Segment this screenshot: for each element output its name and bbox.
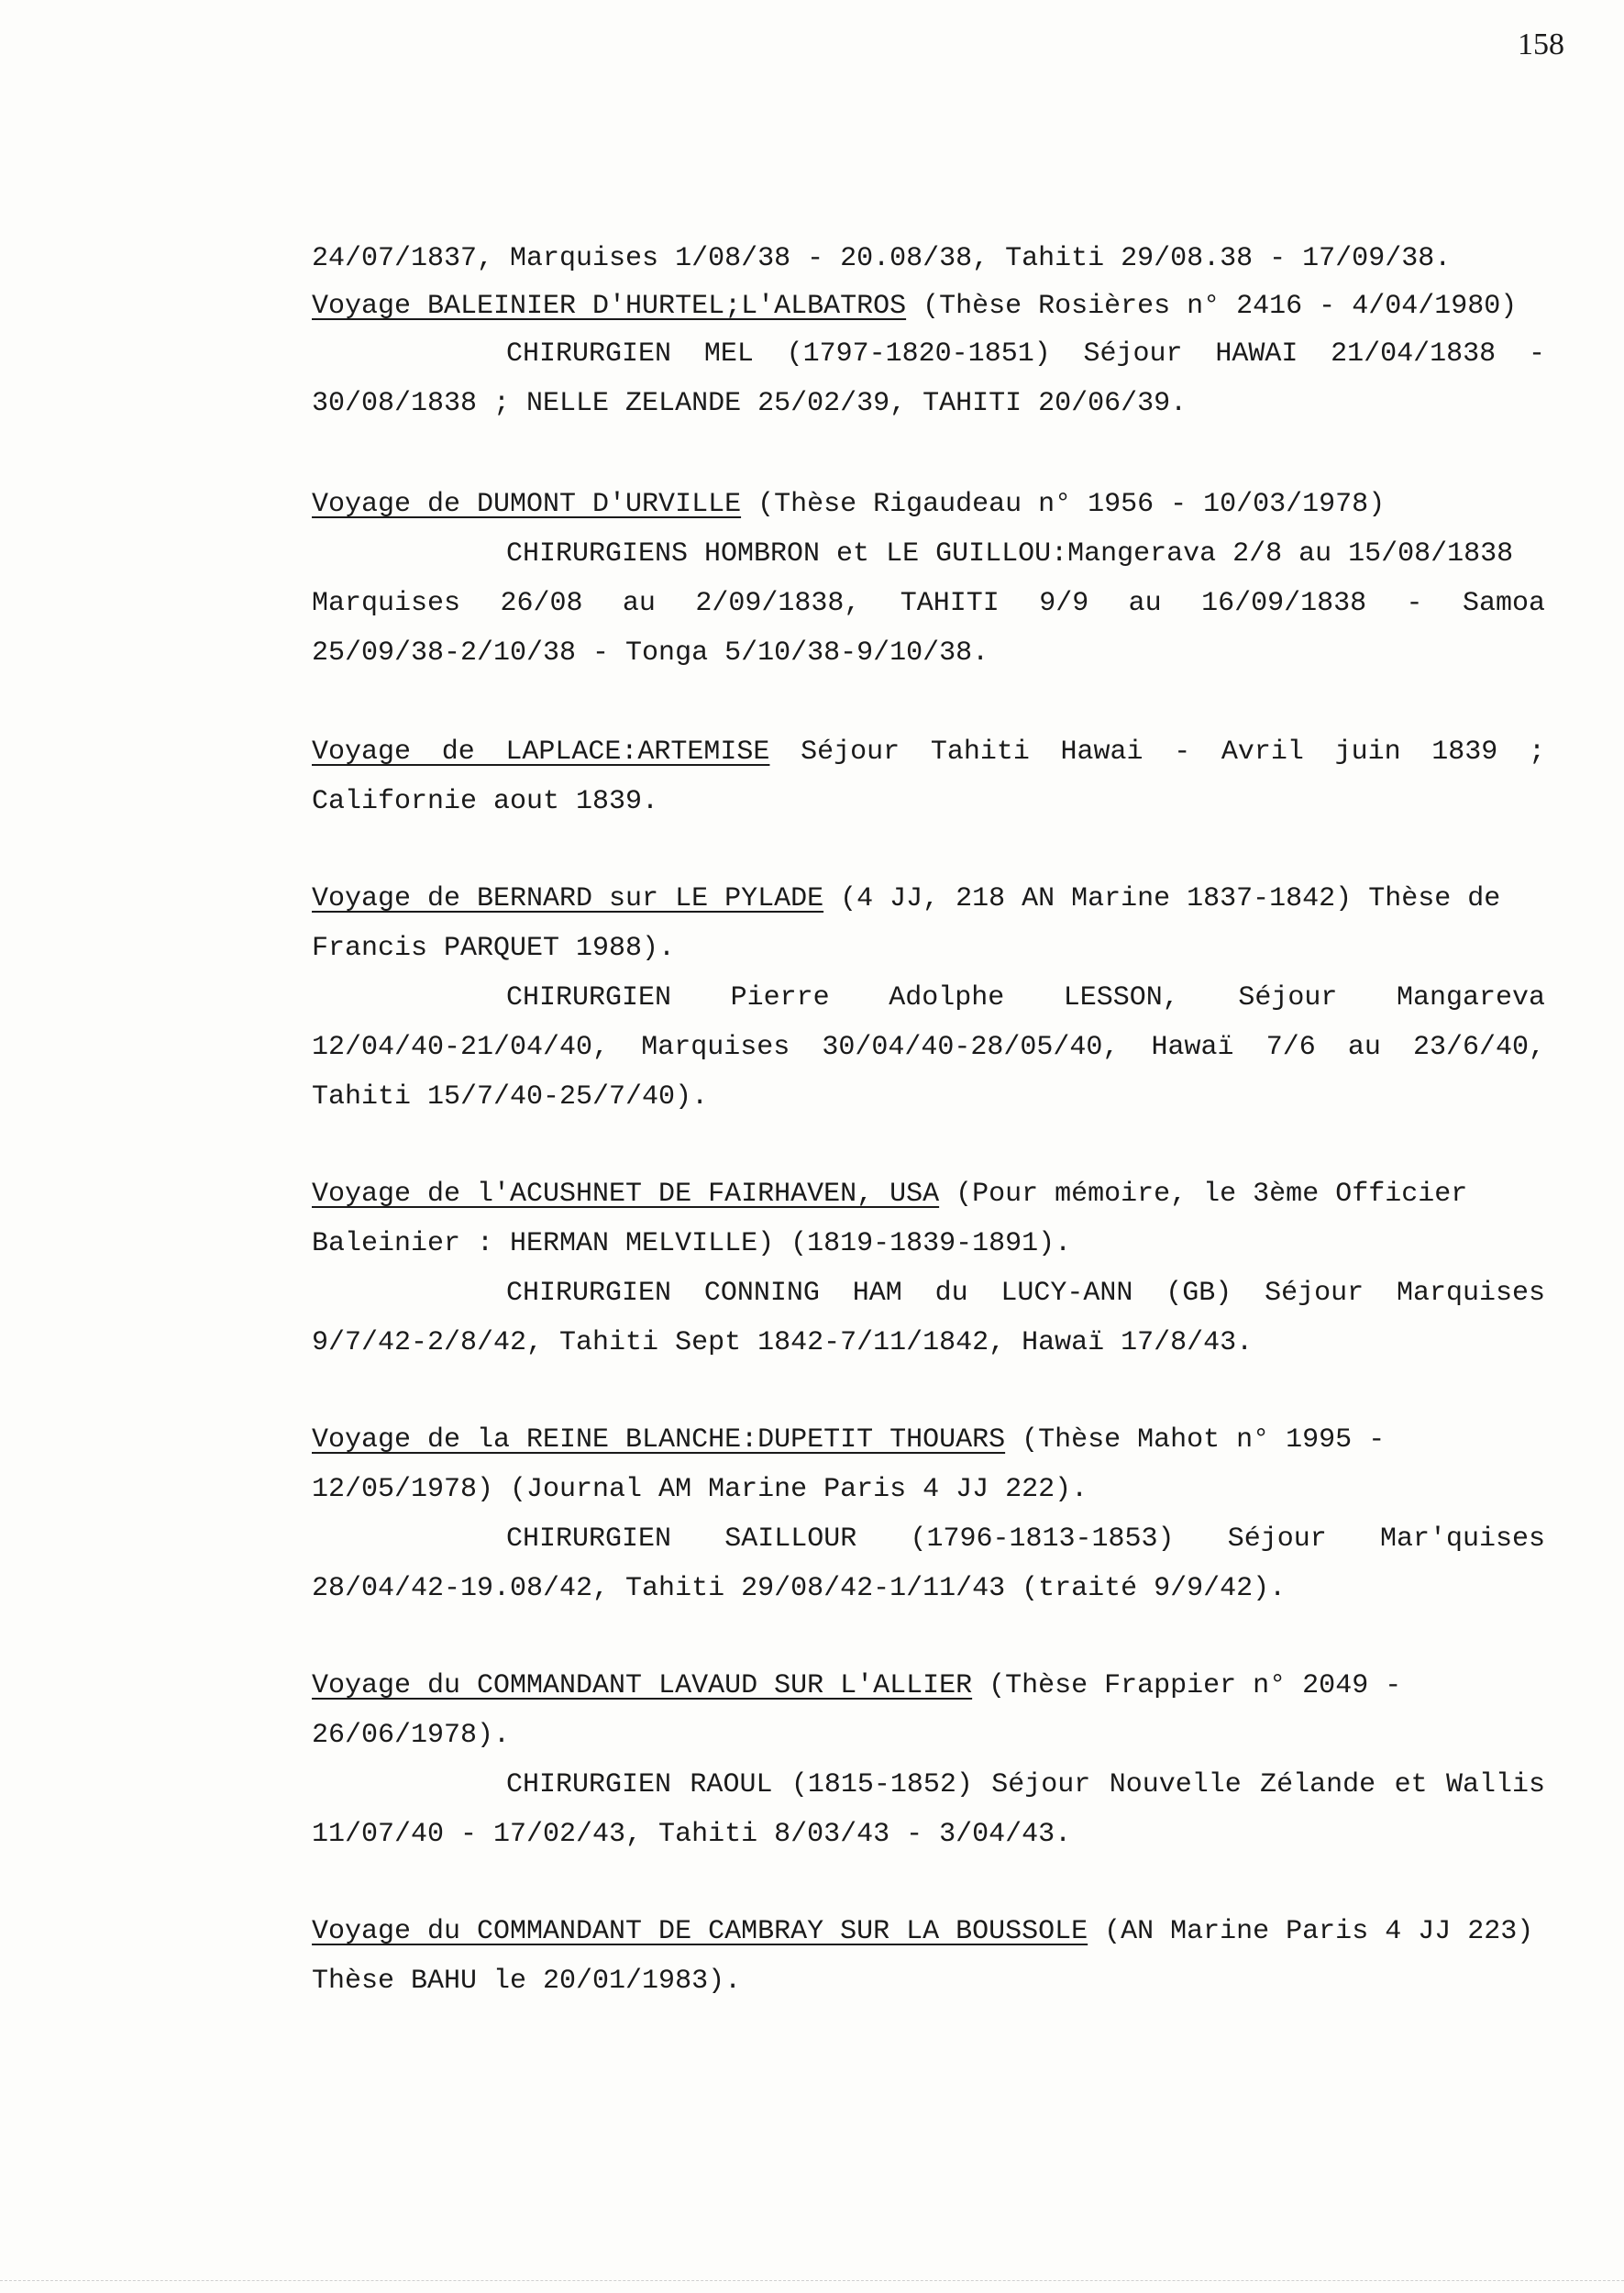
cambray-line2: Thèse BAHU le 20/01/1983). xyxy=(312,1966,742,1997)
albatros-line3: 30/08/1838 ; NELLE ZELANDE 25/02/39, TAHITI 20/06/39. xyxy=(312,388,1188,419)
page-number: 158 xyxy=(1518,28,1564,61)
cambray-rest: (AN Marine Paris 4 JJ 223) xyxy=(1088,1916,1534,1947)
bernard-line2: Francis PARQUET 1988). xyxy=(312,933,676,964)
cambray-heading xyxy=(312,1913,1545,1950)
lavaud-rest: (Thèse Frappier n° 2049 - xyxy=(972,1670,1402,1701)
bernard-line3: CHIRURGIEN Pierre Adolphe LESSON, Séjour Mangareva xyxy=(506,982,1545,1014)
dumont-line2: CHIRURGIENS HOMBRON et LE GUILLOU:Mangerava 2/8 au 15/08/1838 xyxy=(506,538,1514,570)
dumont-rest: (Thèse Rigaudeau n° 1956 - 10/03/1978) xyxy=(741,489,1386,520)
laplace-line2: Californie aout 1839. xyxy=(312,786,659,817)
lavaud-title: Voyage du COMMANDANT LAVAUD SUR L'ALLIER xyxy=(312,1670,973,1701)
albatros-rest: (Thèse Rosières n° 2416 - 4/04/1980) xyxy=(906,291,1518,322)
dumont-heading xyxy=(312,486,1545,523)
reine-heading xyxy=(312,1422,1545,1458)
dumont-line4: 25/09/38-2/10/38 - Tonga 5/10/38-9/10/38. xyxy=(312,637,989,669)
cambray-title: Voyage du COMMANDANT DE CAMBRAY SUR LA BOUSSOLE xyxy=(312,1916,1088,1947)
dumont-title: Voyage de DUMONT D'URVILLE xyxy=(312,489,742,520)
lavaud-line4: 11/07/40 - 17/02/43, Tahiti 8/03/43 - 3/04/43. xyxy=(312,1819,1072,1850)
reine-line3: CHIRURGIEN SAILLOUR (1796-1813-1853) Séjour Mar'quises xyxy=(506,1523,1545,1555)
bernard-line4: 12/04/40-21/04/40, Marquises 30/04/40-28/05/40, Hawaï 7/6 au 23/6/40, xyxy=(312,1032,1545,1063)
acushnet-heading xyxy=(312,1176,1545,1213)
laplace-heading xyxy=(312,734,1545,770)
reine-rest: (Thèse Mahot n° 1995 - xyxy=(1005,1424,1386,1456)
bernard-rest: (4 JJ, 218 AN Marine 1837-1842) Thèse de xyxy=(823,883,1501,914)
albatros-line2: CHIRURGIEN MEL (1797-1820-1851) Séjour HAWAI 21/04/1838 - xyxy=(506,338,1545,370)
bernard-line5: Tahiti 15/7/40-25/7/40). xyxy=(312,1081,709,1113)
lavaud-line2: 26/06/1978). xyxy=(312,1720,511,1751)
intro-line: 24/07/1837, Marquises 1/08/38 - 20.08/38, Tahiti 29/08.38 - 17/09/38. xyxy=(312,243,1452,274)
lavaud-heading xyxy=(312,1667,1545,1704)
reine-title: Voyage de la REINE BLANCHE:DUPETIT THOUARS xyxy=(312,1424,1006,1456)
bernard-title: Voyage de BERNARD sur LE PYLADE xyxy=(312,883,824,914)
dumont-line3: Marquises 26/08 au 2/09/1838, TAHITI 9/9 au 16/09/1838 - Samoa xyxy=(312,588,1545,619)
reine-line4: 28/04/42-19.08/42, Tahiti 29/08/42-1/11/43 (traité 9/9/42). xyxy=(312,1573,1287,1604)
acushnet-line2: Baleinier : HERMAN MELVILLE) (1819-1839-1891). xyxy=(312,1228,1072,1259)
bernard-heading xyxy=(312,881,1545,917)
acushnet-line4: 9/7/42-2/8/42, Tahiti Sept 1842-7/11/1842, Hawaï 17/8/43. xyxy=(312,1327,1254,1358)
albatros-heading xyxy=(312,288,1545,325)
acushnet-title: Voyage de l'ACUSHNET DE FAIRHAVEN, USA xyxy=(312,1179,940,1210)
lavaud-line3: CHIRURGIEN RAOUL (1815-1852) Séjour Nouvelle Zélande et Wallis xyxy=(506,1769,1545,1800)
reine-line2: 12/05/1978) (Journal AM Marine Paris 4 JJ 222). xyxy=(312,1474,1088,1505)
laplace-title: Voyage de LAPLACE:ARTEMISE xyxy=(312,737,770,768)
albatros-title: Voyage BALEINIER D'HURTEL;L'ALBATROS xyxy=(312,291,907,322)
acushnet-line3: CHIRURGIEN CONNING HAM du LUCY-ANN (GB) Séjour Marquises xyxy=(506,1278,1545,1309)
acushnet-rest: (Pour mémoire, le 3ème Officier xyxy=(939,1179,1468,1210)
bottom-rule xyxy=(0,2280,1624,2281)
laplace-rest: Séjour Tahiti Hawai - Avril juin 1839 ; xyxy=(769,737,1545,768)
